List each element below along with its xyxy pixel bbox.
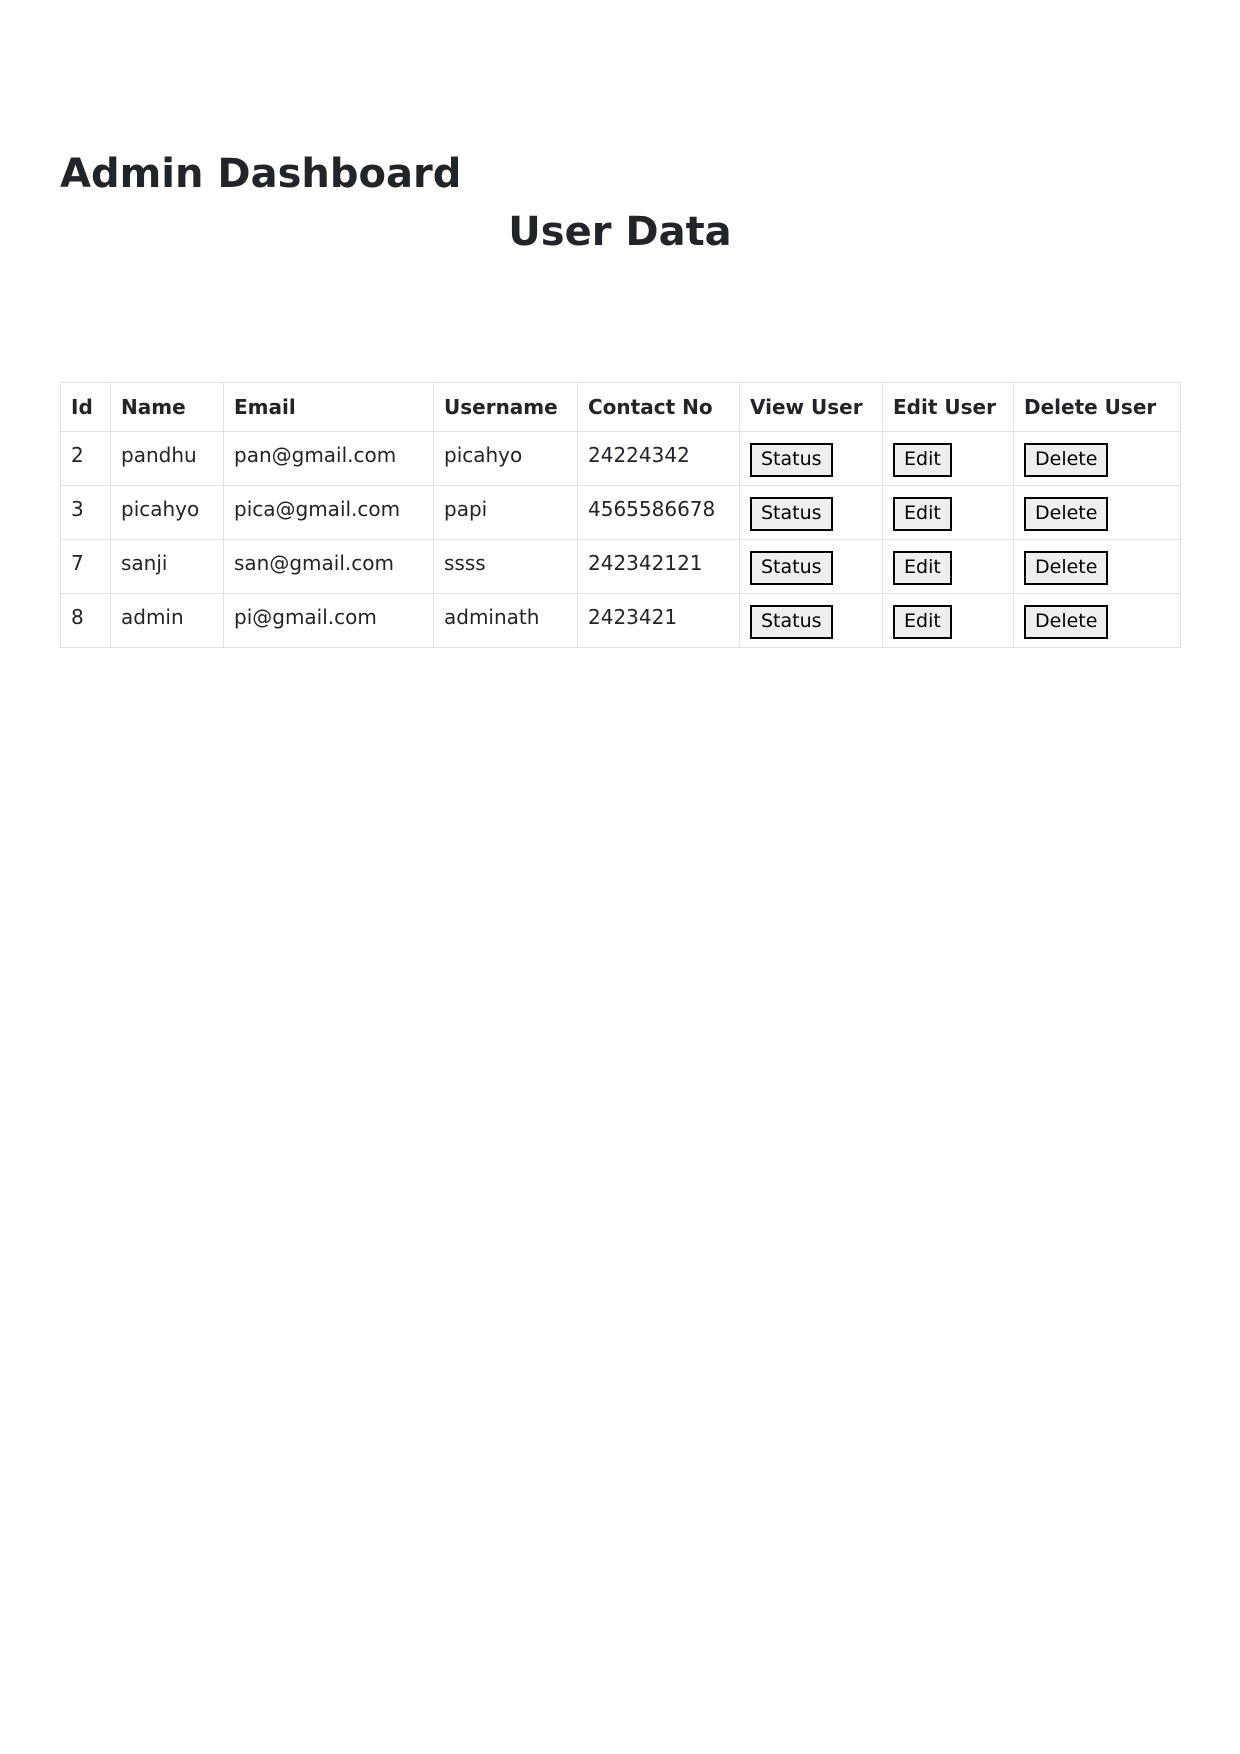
edit-button[interactable]: Edit (893, 443, 952, 477)
cell-delete-user (1014, 432, 1181, 486)
column-header-contact: Contact No (578, 383, 740, 432)
cell-name: pandhu (111, 432, 224, 486)
column-header-edit-user: Edit User (883, 383, 1014, 432)
cell-view-user (740, 540, 883, 594)
edit-button[interactable]: Edit (893, 497, 952, 531)
cell-email: pi@gmail.com (224, 594, 434, 648)
cell-email: pica@gmail.com (224, 486, 434, 540)
cell-username: picahyo (434, 432, 578, 486)
delete-button[interactable]: Delete (1024, 551, 1108, 585)
cell-view-user (740, 486, 883, 540)
cell-name: picahyo (111, 486, 224, 540)
column-header-email: Email (224, 383, 434, 432)
cell-edit-user (883, 486, 1014, 540)
cell-email: san@gmail.com (224, 540, 434, 594)
delete-button[interactable]: Delete (1024, 497, 1108, 531)
cell-id: 3 (61, 486, 111, 540)
cell-edit-user (883, 594, 1014, 648)
cell-id: 7 (61, 540, 111, 594)
cell-edit-user (883, 540, 1014, 594)
page-title: Admin Dashboard (60, 151, 462, 197)
table-header-row (61, 383, 1181, 432)
cell-contact: 24224342 (578, 432, 740, 486)
status-button[interactable]: Status (750, 443, 833, 477)
cell-view-user (740, 594, 883, 648)
cell-id: 2 (61, 432, 111, 486)
cell-view-user (740, 432, 883, 486)
cell-name: sanji (111, 540, 224, 594)
cell-delete-user (1014, 594, 1181, 648)
status-button[interactable]: Status (750, 551, 833, 585)
table-header (61, 383, 1181, 432)
column-header-username: Username (434, 383, 578, 432)
section-title: User Data (508, 209, 732, 255)
cell-contact: 2423421 (578, 594, 740, 648)
cell-contact: 4565586678 (578, 486, 740, 540)
column-header-delete-user: Delete User (1014, 383, 1181, 432)
cell-email: pan@gmail.com (224, 432, 434, 486)
status-button[interactable]: Status (750, 497, 833, 531)
table-row (61, 432, 1181, 486)
delete-button[interactable]: Delete (1024, 605, 1108, 639)
cell-username: adminath (434, 594, 578, 648)
column-header-name: Name (111, 383, 224, 432)
table-row (61, 486, 1181, 540)
table-row (61, 594, 1181, 648)
cell-username: papi (434, 486, 578, 540)
edit-button[interactable]: Edit (893, 605, 952, 639)
column-header-view-user: View User (740, 383, 883, 432)
table-body (61, 432, 1181, 648)
user-table-container (60, 382, 1180, 648)
cell-contact: 242342121 (578, 540, 740, 594)
edit-button[interactable]: Edit (893, 551, 952, 585)
status-button[interactable]: Status (750, 605, 833, 639)
column-header-id: Id (61, 383, 111, 432)
table-row (61, 540, 1181, 594)
cell-name: admin (111, 594, 224, 648)
cell-delete-user (1014, 540, 1181, 594)
user-table (60, 382, 1181, 648)
cell-delete-user (1014, 486, 1181, 540)
cell-username: ssss (434, 540, 578, 594)
cell-id: 8 (61, 594, 111, 648)
delete-button[interactable]: Delete (1024, 443, 1108, 477)
cell-edit-user (883, 432, 1014, 486)
